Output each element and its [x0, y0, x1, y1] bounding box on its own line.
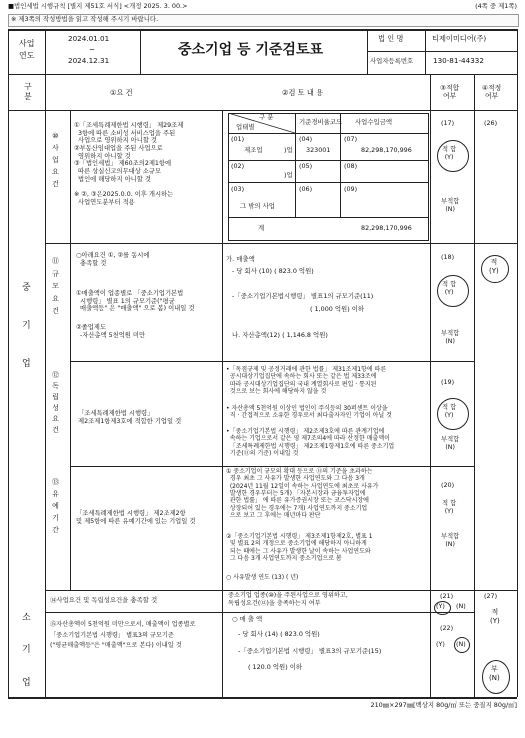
section-small: 소 기 업 — [22, 613, 31, 688]
r15-sales: - 당 회사 (14) ( 823.0 억원) — [238, 630, 320, 638]
corp-name-label: 법 인 명 — [378, 34, 404, 43]
r12-bullet3: •「중소기업기본법 시행령」 제2조제3호에 따른 관계기업에 속하는 기업으로서 같은 영 제7조의4에 따라 산정한 매출액이 「조세특례제한법 시행령」 제2조제1항제1호에 따른 중소기업 기준(⑪의 기준) 이내일 것 — [226, 428, 395, 457]
biz-no: 130-81-44332 — [433, 56, 484, 65]
col-requirement: ①요 건 — [110, 88, 133, 97]
r11-req2: ②졸업제도 -자산총액 5천억원 미만 — [76, 324, 146, 339]
r13-number: ⑬ 유 예 기 간 — [52, 478, 59, 535]
form-page: ■법인세법 시행규칙 [별지 제51호 서식] <개정 2025. 3. 00.> (4쪽 중 제1쪽) ※ 제3쪽의 작성방법을 읽고 작성해 주시기 바랍니다. 사업 연도 2024.01.01 ~ 2024.12.31 중소기업 등 기준검토표 법 인 명 티제이미디어(주) 사업자등록번호 130-81-44332 구 분 ①요 건 ②검 토 내 용 ③적합 여부 ④적정 여부 중 기 업 소 기 업 ⑩ 사 업 요 건 ①「조세특례제한법 시행령」 제29조제 3항에 따른 소비성 서비스업을 주된 사업으로 영위하지 아니할 것 ②부동산임대업을 주된 사업으로 영위하지 아니할 것 ③「법인세법」 제60조의2제1항에 따른 상실신고의무대상 소규모 법인에 해당하지 아니할 것 ※ ②, ③은2025.0.0. 이후 개시하는 사업연도분부터 적용 구 분 업태별 기준경비율코드 사업수입금액 (01) 제조업 )업 (04) 323001 (07) 82,298,170,996 (02) )업 (05) (08) (03) 그 밖의 사업 (06) (09) 계 82,298,170,996 (17) 적 합 (Y) 부적합 (N) (26) ⑪ 규 모 요 건 ○아래요건 ①, ②를 동시에 충족할 것 ①매출액이 업종별로 「중소기업기본법 시행령」 별표 1의 규모기준("평균 매출액등" 은 "매출액" 으로 봄) 이내일 것 ②졸업제도 -자산총액 5천억원 미만 가. 매출액 - 당 회사 (10) ( 823.0 억원) -「중소기업기본법시행령」 별표1의 규모기준(11) ( 1,000 억원) 이하 나. 자산총액(12) ( 1,146.8 억원) (18) 적 합 (Y) 부적합 (N) 적 (Y) ⑫ 독 립 성 요 건 「조세특례제한법 시행령」 제2조제1항제3호에 적합한 기업일 것 •「독점규제 및 공정거래에 관한 법률」 제31조제1항에 따른 공시대상기업집단에 속하는 회사 또는 같은 법 제33조에 따라 공시대상기업집단의 국내 계열회사로 편입 · 통지된 것으로 보는 회사에 해당하지 않을 것 • 자산총액 5천억원 이상인 법인이 주식등의 30퍼센트 이상을 직 · 간접적으로 소유한 경우로서 최다출자자인 기업이 아닐 것 •「중소기업기본법 시행령」 제2조제3호에 따른 관계기업에 속하는 기업으로서 같은 영 제7조의4에 따라 산정한 매출액이 「조세특례제한법 시행령」 제2조제1항제1호에 따른 중소기업 기준(⑪의 기준) 이내일 것 (19) 적 합 (Y) 부적합 (N) ⑬ 유 예 기 간 「조세특례제한법 시행령」 제2조제2항 및 제5항에 따른 유예기간에 있는 기업일 것 ① 중소기업이 규모의 확대 등으로 ⑪의 기준을 초과하는 경우 최초 그 사유가 발생한 사업연도와 그 다음 3개 (2024년 11월 12일이 속하는 사업연도에 최초로 사유가 발생한 경우부터는 5개) 「자본시장과 금융투자업에 관한 법률」 에 따른 유가증권시장 또는 코스닥시장에 상장되어 있는 경우에는 7개) 사업연도까지 중소기업 으로 보고 그 후에는 매년마다 판단 ②「중소기업기본법 시행령」 제3조제1항제2호, 별표 1 및 별표 2의 개정으로 중소기업에 해당하지 아니하게 되는 때에는 그 사유가 발생한 날이 속하는 사업연도와 그 다음 3개 사업연도까지 중소기업으로 봄 ○ 사유발생 연도 (13) ( 년) (20) 적 합 (Y) 부적합 (N) ⑭사업요건 및 독립성요건을 충족할 것 중소기업 업종(⑩)을 주된사업으로 영위하고, 독립성요건(⑫)을 충족하는지 여부 (21) (Y) (N) (27) 적 (Y) ⑮자산총액이 5천억원 미만으로서, 매출액이 업종별로 「중소기업기본법 시행령」 별표3의 규모기준 ("평균매출액등"은 "매출액"으로 본다) 이내일 것 ○ 매 출 액 - 당 회사 (14) ( 823.0 억원) -「중소기업기본법 시행령」 별표3의 규모기준(15) ( 120.0 억원) 이하 (22) (Y) (N) 부 (N) 210㎜×297㎜[백상지 80g/㎡ 또는 중질지 80g/㎡] — [8, 2, 517, 709]
r13-fit-no[interactable]: 부적합 (N) — [441, 533, 460, 548]
r14-review: 중소기업 업종(⑩)을 주된사업으로 영위하고, 독립성요건(⑫)을 충족하는지 여부 — [228, 592, 348, 607]
r13-bullet2: ②「중소기업기본법 시행령」 제3조제1항제2호, 별표 1 및 별표 2의 개정으로 중소기업에 해당하지 아니하게 되는 때에는 그 사유가 발생한 날이 속하는 사업연도와 그 다음 3개 사업연도까지 중소기업으로 봄 — [226, 533, 373, 562]
form-reference: ■법인세법 시행규칙 [별지 제51호 서식] <개정 2025. 3. 00.> — [8, 2, 188, 10]
r12-bullet1: •「독점규제 및 공정거래에 관한 법률」 제31조제1항에 따른 공시대상기업집단에 속하는 회사 또는 같은 법 제33조에 따라 공시대상기업집단의 국내 계열회사로 편입 · 통지된 것으로 보는 회사에 해당하지 않을 것 — [226, 366, 387, 395]
paper-spec: 210㎜×297㎜[백상지 80g/㎡ 또는 중질지 80g/㎡] — [370, 701, 517, 709]
period-to: 2024.12.31 — [68, 56, 110, 65]
top-section-bottom — [8, 74, 517, 75]
r15-sales-limit: ( 120.0 억원) 이하 — [248, 663, 303, 671]
r15-fit2-no[interactable]: 부 (N) — [489, 665, 500, 682]
r12-fit-yes[interactable]: 적 합 (Y) — [442, 404, 457, 419]
r13-requirement: 「조세특례제한법 시행령」 제2조제2항 및 제5항에 따른 유예기간에 있는 기업일 것 — [76, 510, 196, 525]
r15-y[interactable]: (Y) — [436, 640, 445, 648]
r11-number: ⑪ 규 모 요 건 — [52, 257, 59, 316]
r13-fit-yes[interactable]: 적 합 (Y) — [442, 500, 457, 515]
notice-text: ※ 제3쪽의 작성방법을 읽고 작성해 주시기 바랍니다. — [11, 15, 159, 23]
r11-req1: ①매출액이 업종별로 「중소기업기본법 시행령」 별표 1의 규모기준("평균 매출액등" 은 "매출액" 으로 봄) 이내일 것 — [76, 290, 195, 313]
form-title: 중소기업 등 기준검토표 — [178, 42, 323, 58]
r11-fit-yes[interactable]: 적 합 (Y) — [442, 281, 457, 296]
r10-requirement: ①「조세특례제한법 시행령」 제29조제 3항에 따른 소비성 서비스업을 주된 사업으로 영위하지 아니할 것 ②부동산임대업을 주된 사업으로 영위하지 아니할 것 ③「법인세법」 제60조의2제1항에 따른 상실신고의무대상 소규모 법인에 해당하지 아니할 것 ※ ②, ③은2025.0.0. 이후 개시하는 사업연도분부터 적용 — [74, 122, 184, 206]
period-tilde: ~ — [89, 45, 96, 54]
r14-y[interactable]: (Y) — [436, 602, 445, 610]
r12-fit-no[interactable]: 부적합 (N) — [441, 436, 460, 451]
r10-total: 82,298,170,996 — [361, 224, 412, 232]
r11-assets: 나. 자산총액(12) ( 1,146.8 억원) — [232, 331, 328, 339]
r15-requirement: ⑮자산총액이 5천억원 미만으로서, 매출액이 업종별로 「중소기업기본법 시행령」 별표3의 규모기준 ("평균매출액등"은 "매출액"으로 본다) 이내일 것 — [50, 621, 196, 650]
r11-fit2-yes[interactable]: 적 (Y) — [489, 258, 499, 275]
year-label: 사업 연도 — [19, 39, 35, 60]
biz-no-label: 사업자등록번호 — [370, 57, 414, 65]
r14-n[interactable]: (N) — [456, 602, 466, 610]
col-fit: ③적합 여부 — [440, 84, 460, 101]
col-fit2: ④적정 여부 — [482, 84, 502, 101]
r14-requirement: ⑭사업요건 및 독립성요건을 충족할 것 — [50, 596, 158, 604]
r11-cond: ○아래요건 ①, ②를 동시에 충족할 것 — [76, 252, 150, 267]
r13-year: ○ 사유발생 연도 (13) ( 년) — [226, 574, 299, 581]
col-gubun: 구 분 — [24, 82, 32, 102]
r10-number: ⑩ 사 업 요 건 — [52, 132, 59, 189]
top-border — [8, 29, 517, 31]
page-info: (4쪽 중 제1쪽) — [475, 2, 517, 10]
r10-fit-yes[interactable]: 적 합 (Y) — [442, 146, 457, 161]
r12-number: ⑫ 독 립 성 요 건 — [52, 371, 59, 435]
col-review: ②검 토 내 용 — [282, 88, 324, 97]
r14-fit2-yes[interactable]: 적 (Y) — [490, 608, 500, 625]
period-from: 2024.01.01 — [68, 34, 110, 43]
notice-box — [8, 14, 519, 27]
r11-fit-no[interactable]: 부적합 (N) — [441, 330, 460, 345]
r11-sales-limit: ( 1,000 억원) 이하 — [310, 305, 365, 313]
corp-name: 티제이미디어(주) — [432, 34, 487, 43]
r12-bullet2: • 자산총액 5천억원 이상인 법인이 주식등의 30퍼센트 이상을 직 · 간접적으로 소유한 경우로서 최다출자자인 기업이 아닐 것 — [226, 405, 392, 420]
r11-sales: - 당 회사 (10) ( 823.0 억원) — [232, 267, 314, 275]
r13-bullet1: ① 중소기업이 규모의 확대 등으로 ⑪의 기준을 초과하는 경우 최초 그 사유가 발생한 사업연도와 그 다음 3개 (2024년 11월 12일이 속하는 사업연도에 최초로 사유가 발생한 경우부터는 5개) 「자본시장과 금융투자업에 관한 법률」 에 따른 유가증권시장 또는 코스닥시장에 상장되어 있는 경우에는 7개) 사업연도까지 중소기업 으로 보고 그 후에는 매년마다 판단 — [226, 468, 379, 519]
r12-requirement: 「조세특례제한법 시행령」 제2조제1항제3호에 적합한 기업일 것 — [78, 410, 182, 425]
r15-n[interactable]: (N) — [456, 640, 466, 648]
r10-fit-no[interactable]: 부적합 (N) — [441, 198, 460, 213]
section-midsize: 중 기 업 — [22, 283, 31, 369]
